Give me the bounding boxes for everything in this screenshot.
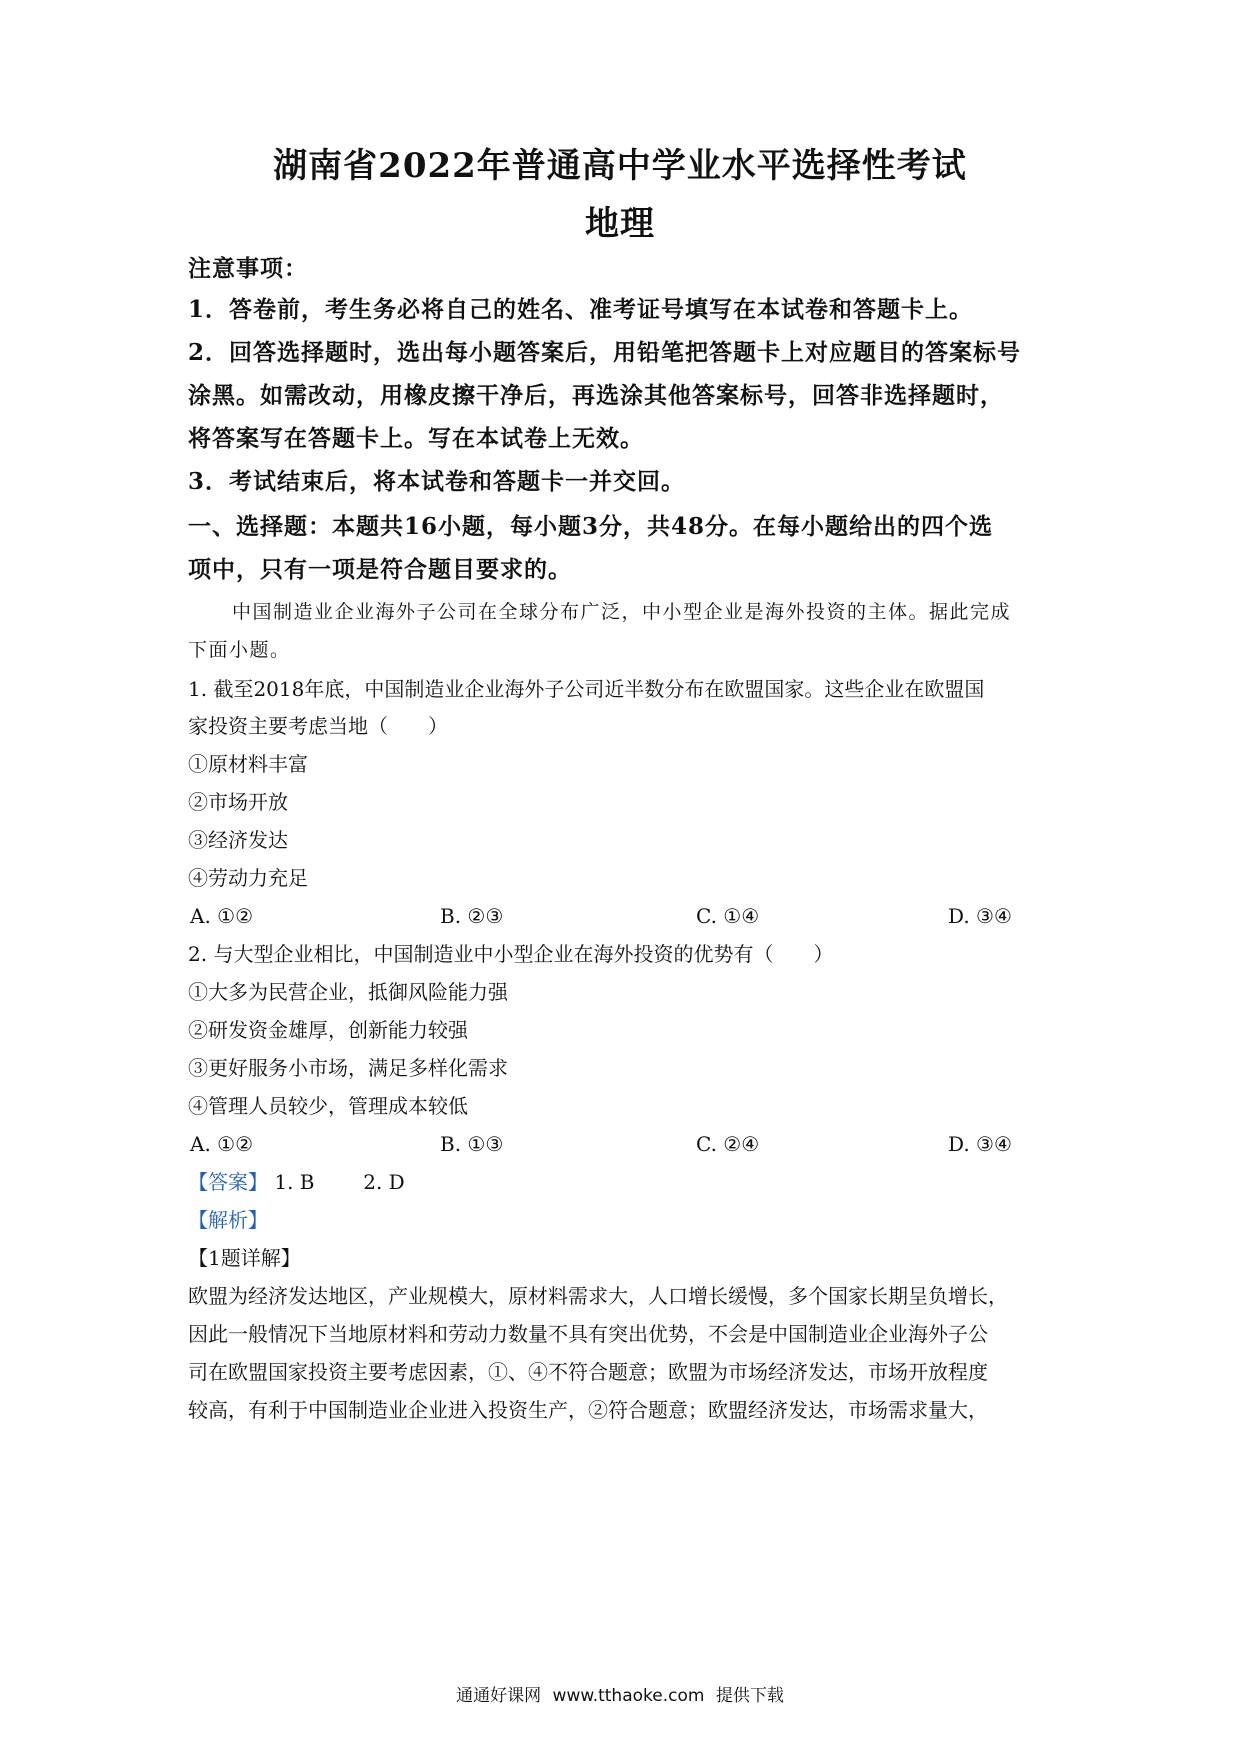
q2-item: ①大多为民营企业，抵御风险能力强: [188, 980, 508, 1004]
q1-item: ④劳动力充足: [188, 866, 308, 890]
q1-option-b: B. ②③: [440, 904, 504, 928]
q1-item: ①原材料丰富: [188, 752, 308, 776]
subject-title: 地理: [585, 204, 655, 244]
detail-label: 【1题详解】: [188, 1246, 301, 1270]
q2-option-a: A. ①②: [190, 1132, 254, 1156]
q1-option-a: A. ①②: [190, 904, 254, 928]
footer-site-name: 通通好课网: [456, 1686, 542, 1706]
analysis-line: 欧盟为经济发达地区，产业规模大，原材料需求大，人口增长缓慢，多个国家长期呈负增长，: [188, 1284, 1008, 1308]
q2-item: ④管理人员较少，管理成本较低: [188, 1094, 468, 1118]
page-footer: [0, 1681, 1240, 1706]
q1-item: ③经济发达: [188, 828, 288, 852]
notice-item-2-line-2: 涂黑。如需改动，用橡皮擦干净后，再选涂其他答案标号，回答非选择题时，: [188, 382, 1004, 409]
notice-heading: 注意事项：: [188, 255, 308, 282]
footer-url[interactable]: www.tthaoke.com: [552, 1686, 705, 1706]
q2-option-d: D. ③④: [948, 1132, 1012, 1156]
analysis-line: 司在欧盟国家投资主要考虑因素，①、④不符合题意；欧盟为市场经济发达，市场开放程度: [188, 1360, 988, 1384]
analysis-label: 【解析】: [188, 1208, 268, 1232]
q2-option-b: B. ①③: [440, 1132, 504, 1156]
footer-suffix: 提供下载: [715, 1686, 784, 1706]
notice-item-3: 3．考试结束后，将本试卷和答题卡一并交回。: [188, 468, 686, 495]
section-heading-line-1: 一、选择题：本题共16小题，每小题3分，共48分。在每小题给出的四个选: [188, 513, 994, 540]
answer-2: 2. D: [363, 1170, 405, 1194]
analysis-line: 较高，有利于中国制造业企业进入投资生产，②符合题意；欧盟经济发达，市场需求量大，: [188, 1398, 988, 1422]
section-heading-line-2: 项中，只有一项是符合题目要求的。: [188, 556, 572, 583]
answer-line: [188, 1172, 1068, 1192]
material-line-2: 下面小题。: [188, 639, 291, 661]
exam-title: 湖南省2022年普通高中学业水平选择性考试: [273, 146, 967, 186]
answer-label: 【答案】: [188, 1170, 268, 1194]
q2-stem: 2. 与大型企业相比，中国制造业中小型企业在海外投资的优势有（ ）: [188, 942, 834, 966]
material-line-1: 中国制造业企业海外子公司在全球分布广泛，中小型企业是海外投资的主体。据此完成: [232, 601, 1012, 623]
q1-stem-line-2: 家投资主要考虑当地（ ）: [188, 714, 448, 738]
notice-item-2-line-1: 2．回答选择题时，选出每小题答案后，用铅笔把答题卡上对应题目的答案标号: [188, 339, 1022, 366]
q1-option-c: C. ①④: [696, 904, 760, 928]
q1-option-d: D. ③④: [948, 904, 1012, 928]
answer-1: 1. B: [274, 1170, 315, 1194]
q2-item: ③更好服务小市场，满足多样化需求: [188, 1056, 508, 1080]
q1-stem-line-1: 1. 截至2018年底，中国制造业企业海外子公司近半数分布在欧盟国家。这些企业在欧盟国: [188, 677, 985, 701]
q2-option-c: C. ②④: [696, 1132, 760, 1156]
analysis-line: 因此一般情况下当地原材料和劳动力数量不具有突出优势，不会是中国制造业企业海外子公: [188, 1322, 988, 1346]
q2-item: ②研发资金雄厚，创新能力较强: [188, 1018, 468, 1042]
notice-item-2-line-3: 将答案写在答题卡上。写在本试卷上无效。: [188, 425, 644, 452]
q1-item: ②市场开放: [188, 790, 288, 814]
notice-item-1: 1．答卷前，考生务必将自己的姓名、准考证号填写在本试卷和答题卡上。: [188, 296, 974, 323]
